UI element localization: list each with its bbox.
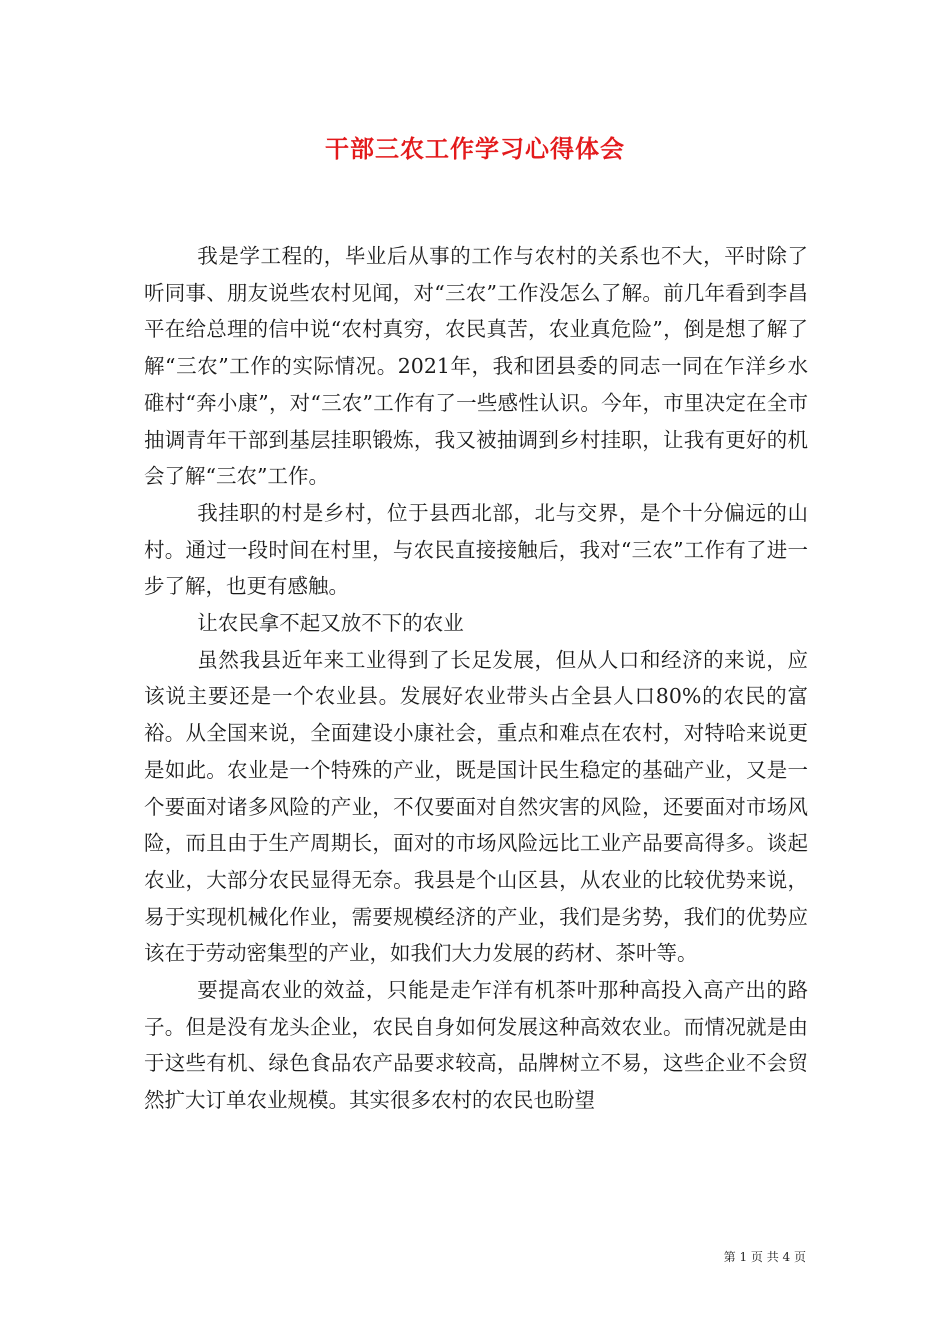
paragraph-2: 我挂职的村是乡村，位于县西北部，北与交界，是个十分偏远的山村。通过一段时间在村里，与农民直接接触后，我对“三农”工作有了进一步了解，也更有感触。 xyxy=(144,500,808,599)
paragraph-4: 要提高农业的效益，只能是走乍洋有机茶叶那种高投入高产出的路子。但是没有龙头企业，农民自身如何发展这种高效农业。而情况就是由于这些有机、绿色食品农产品要求较高，品牌树立不易，这些企业不会贸然扩大订单农业规模。其实很多农村的农民也盼望 xyxy=(144,978,808,1113)
paragraph-3: 虽然我县近年来工业得到了长足发展，但从人口和经济的来说，应该说主要还是一个农业县。发展好农业带头占全县人口80%的农民的富裕。从全国来说，全面建设小康社会，重点和难点在农村，对特哈来说更是如此。农业是一个特殊的产业，既是国计民生稳定的基础产业，又是一个要面对诸多风险的产业，不仅要面对自然灾害的风险，还要面对市场风险，而且由于生产周期长，面对的市场风险远比工业产品要高得多。谈起农业，大部分农民显得无奈。我县是个山区县，从农业的比较优势来说，易于实现机械化作业，需要规模经济的产业，我们是劣势，我们的优势应该在于劳动密集型的产业，如我们大力发展的药材、茶叶等。 xyxy=(144,647,808,966)
page-number: 第 1 页 共 4 页 xyxy=(723,1250,806,1264)
paragraph-1: 我是学工程的，毕业后从事的工作与农村的关系也不大，平时除了听同事、朋友说些农村见闻，对“三农”工作没怎么了解。前几年看到李昌平在给总理的信中说“农村真穷，农民真苦，农业真危险”，倒是想了解了解“三农”工作的实际情况。2021年，我和团县委的同志一同在乍洋乡水碓村“奔小康”，对“三农”工作有了一些感性认识。今年，市里决定在全市抽调青年干部到基层挂职锻炼，我又被抽调到乡村挂职，让我有更好的机会了解“三农”工作。 xyxy=(144,244,808,489)
document-body xyxy=(144,238,808,1119)
section-heading: 让农民拿不起又放不下的农业 xyxy=(197,611,464,636)
page-title: 干部三农工作学习心得体会 xyxy=(325,134,625,163)
